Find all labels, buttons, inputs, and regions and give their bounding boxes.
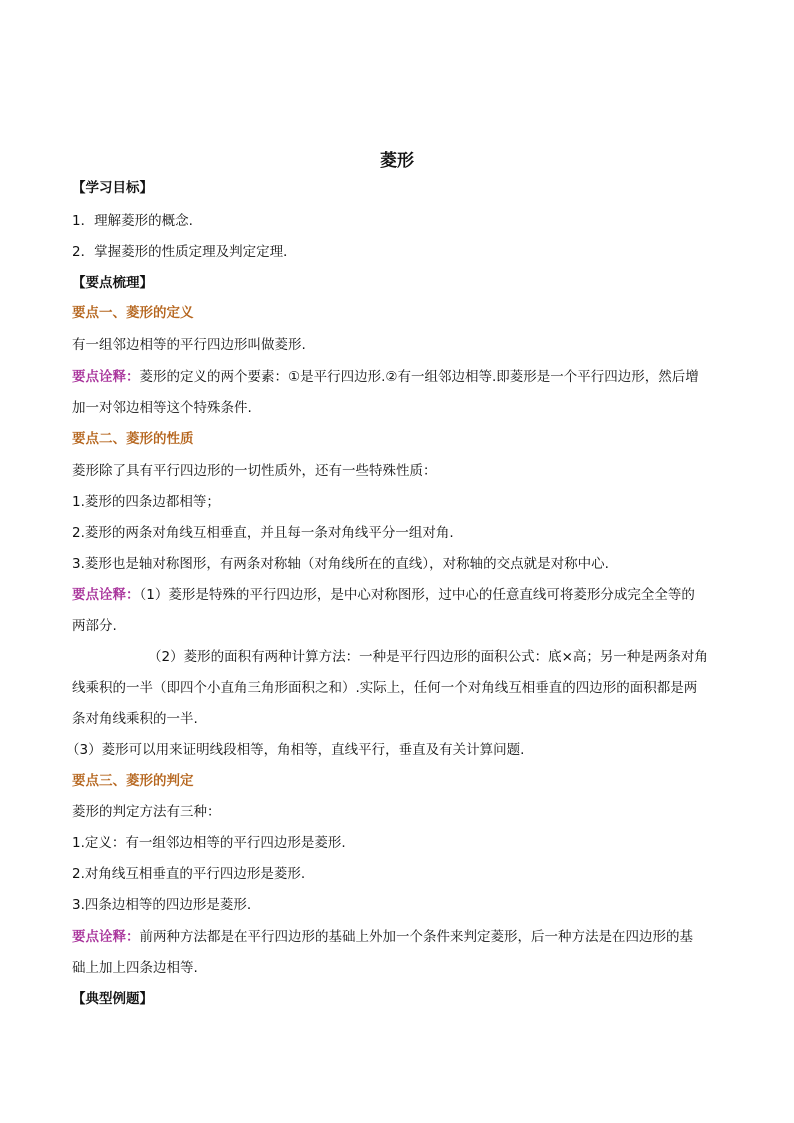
point2-item-3: 3.菱形也是轴对称图形，有两条对称轴（对角线所在的直线），对称轴的交点就是对称中心. <box>72 556 609 572</box>
note-label: 要点诠释： <box>72 929 140 945</box>
point3-note <box>72 928 693 946</box>
point1-definition: 有一组邻边相等的平行四边形叫做菱形. <box>72 337 306 353</box>
point3-intro: 菱形的判定方法有三种： <box>72 804 221 820</box>
point2-note-text: （1）菱形是特殊的平行四边形，是中心对称图形，过中心的任意直线可将菱形分成完全全等的 <box>139 587 695 603</box>
point1-note <box>72 368 699 386</box>
point1-note-continuation: 加一对邻边相等这个特殊条件. <box>72 400 252 416</box>
point1-note-text: 菱形的定义的两个要素：①是平行四边形.②有一组邻边相等.即菱形是一个平行四边形，然后增 <box>139 369 699 385</box>
point3-note-text: 前两种方法都是在平行四边形的基础上外加一个条件来判定菱形，后一种方法是在四边形的基 <box>139 929 693 945</box>
section-heading-goals: 【学习目标】 <box>72 180 153 196</box>
goal-item-1: 1．理解菱形的概念. <box>72 213 193 229</box>
point2-note <box>72 586 695 604</box>
point2-heading: 要点二、菱形的性质 <box>72 431 194 447</box>
point3-note-continuation: 础上加上四条边相等. <box>72 960 198 976</box>
point3-item-1: 1.定义：有一组邻边相等的平行四边形是菱形. <box>72 835 346 851</box>
point2-note-3: （3）菱形可以用来证明线段相等，角相等，直线平行，垂直及有关计算问题. <box>66 742 525 758</box>
section-heading-points: 【要点梳理】 <box>72 275 153 291</box>
section-heading-examples: 【典型例题】 <box>72 991 153 1007</box>
point3-item-2: 2.对角线互相垂直的平行四边形是菱形. <box>72 866 306 882</box>
note-label: 要点诠释： <box>72 587 140 603</box>
point2-note-2-continuation-2: 条对角线乘积的一半. <box>72 711 198 727</box>
point2-item-2: 2.菱形的两条对角线互相垂直，并且每一条对角线平分一组对角. <box>72 525 454 541</box>
point3-heading: 要点三、菱形的判定 <box>72 773 194 789</box>
point2-note-2-continuation-1: 线乘积的一半（即四个小直角三角形面积之和）.实际上，任何一个对角线互相垂直的四边形的面积都是两 <box>72 680 698 696</box>
goal-item-2: 2．掌握菱形的性质定理及判定定理． <box>72 244 297 260</box>
point2-note-2: （2）菱形的面积有两种计算方法：一种是平行四边形的面积公式：底×高；另一种是两条对角 <box>148 649 708 665</box>
page-title: 菱形 <box>380 151 414 171</box>
point2-note-continuation: 两部分. <box>72 618 117 634</box>
point2-item-1: 1.菱形的四条边都相等； <box>72 494 220 510</box>
note-label: 要点诠释： <box>72 369 140 385</box>
point3-item-3: 3.四条边相等的四边形是菱形. <box>72 897 252 913</box>
point2-intro: 菱形除了具有平行四边形的一切性质外，还有一些特殊性质： <box>72 463 437 479</box>
point1-heading: 要点一、菱形的定义 <box>72 305 194 321</box>
